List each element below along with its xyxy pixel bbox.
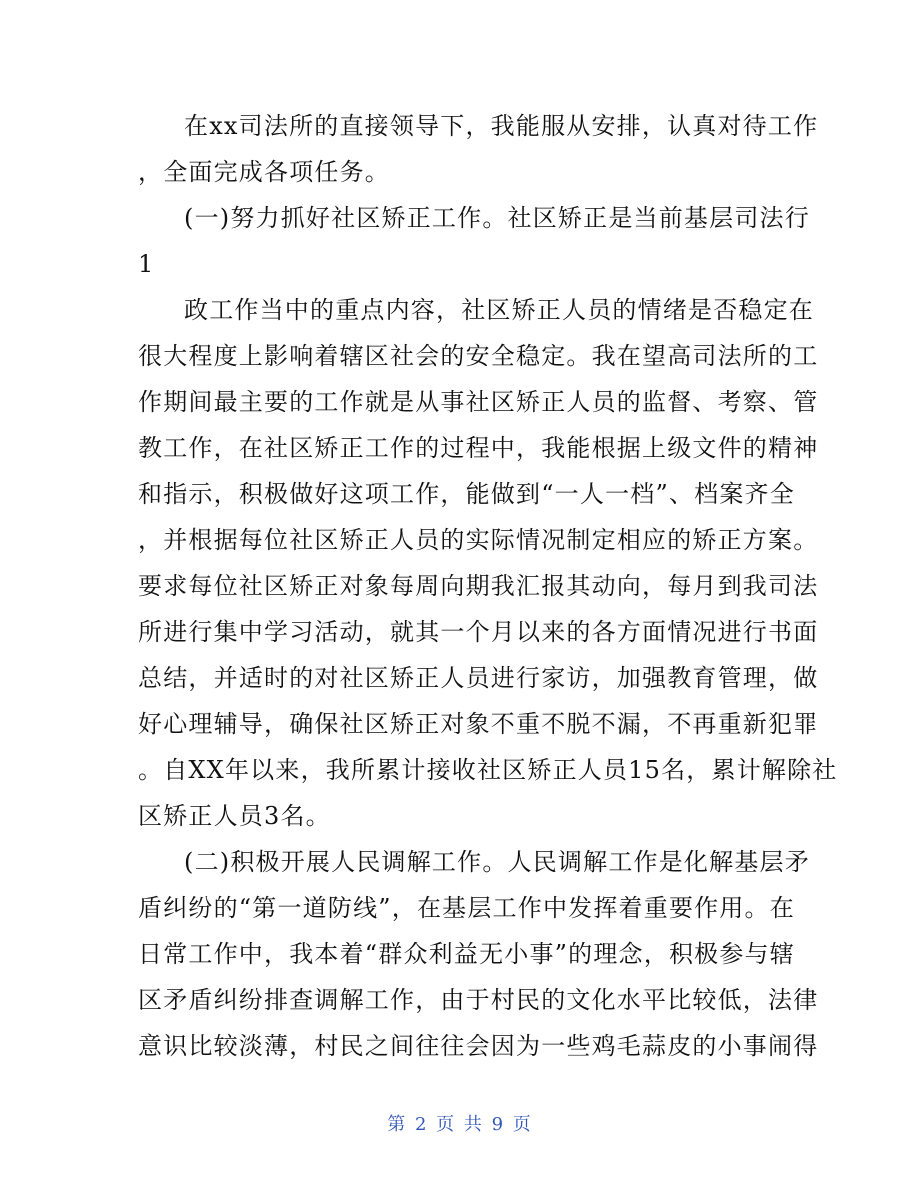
paragraph-line: 总结，并适时的对社区矫正人员进行家访，加强教育管理，做 bbox=[138, 664, 819, 692]
paragraph-line: 盾纠纷的“第一道防线”，在基层工作中发挥着重要作用。在 bbox=[138, 894, 795, 922]
paragraph-line: 日常工作中，我本着“群众利益无小事”的理念，积极参与辖 bbox=[138, 940, 795, 968]
paragraph-line: 1 bbox=[138, 250, 155, 278]
paragraph-line: 很大程度上影响着辖区社会的安全稳定。我在望高司法所的工 bbox=[138, 342, 819, 370]
paragraph-line: 所进行集中学习活动，就其一个月以来的各方面情况进行书面 bbox=[138, 618, 819, 646]
paragraph-line: 和指示，积极做好这项工作，能做到“一人一档”、档案齐全 bbox=[138, 480, 795, 508]
paragraph-line: ，并根据每位社区矫正人员的实际情况制定相应的矫正方案。 bbox=[138, 526, 819, 554]
paragraph-line: (一)努力抓好社区矫正工作。社区矫正是当前基层司法行 bbox=[184, 204, 810, 232]
paragraph-line: 意识比较淡薄，村民之间往往会因为一些鸡毛蒜皮的小事闹得 bbox=[138, 1032, 819, 1060]
paragraph-line: (二)积极开展人民调解工作。人民调解工作是化解基层矛 bbox=[184, 848, 810, 876]
paragraph-line: 区矫正人员3名。 bbox=[138, 802, 331, 830]
paragraph-line: 政工作当中的重点内容，社区矫正人员的情绪是否稳定在 bbox=[184, 296, 814, 324]
paragraph-line: 。自XX年以来，我所累计接收社区矫正人员15名，累计解除社 bbox=[138, 756, 838, 784]
paragraph-line: 作期间最主要的工作就是从事社区矫正人员的监督、考察、管 bbox=[138, 388, 819, 416]
page-number-footer: 第 2 页 共 9 页 bbox=[387, 1114, 533, 1135]
paragraph-line: 好心理辅导，确保社区矫正对象不重不脱不漏，不再重新犯罪 bbox=[138, 710, 819, 738]
paragraph-line: 在xx司法所的直接领导下，我能服从安排，认真对待工作 bbox=[184, 112, 819, 140]
paragraph-line: 要求每位社区矫正对象每周向期我汇报其动向，每月到我司法 bbox=[138, 572, 819, 600]
paragraph-line: ，全面完成各项任务。 bbox=[138, 158, 390, 186]
paragraph-line: 教工作，在社区矫正工作的过程中，我能根据上级文件的精神 bbox=[138, 434, 819, 462]
paragraph-line: 区矛盾纠纷排查调解工作，由于村民的文化水平比较低，法律 bbox=[138, 986, 819, 1014]
